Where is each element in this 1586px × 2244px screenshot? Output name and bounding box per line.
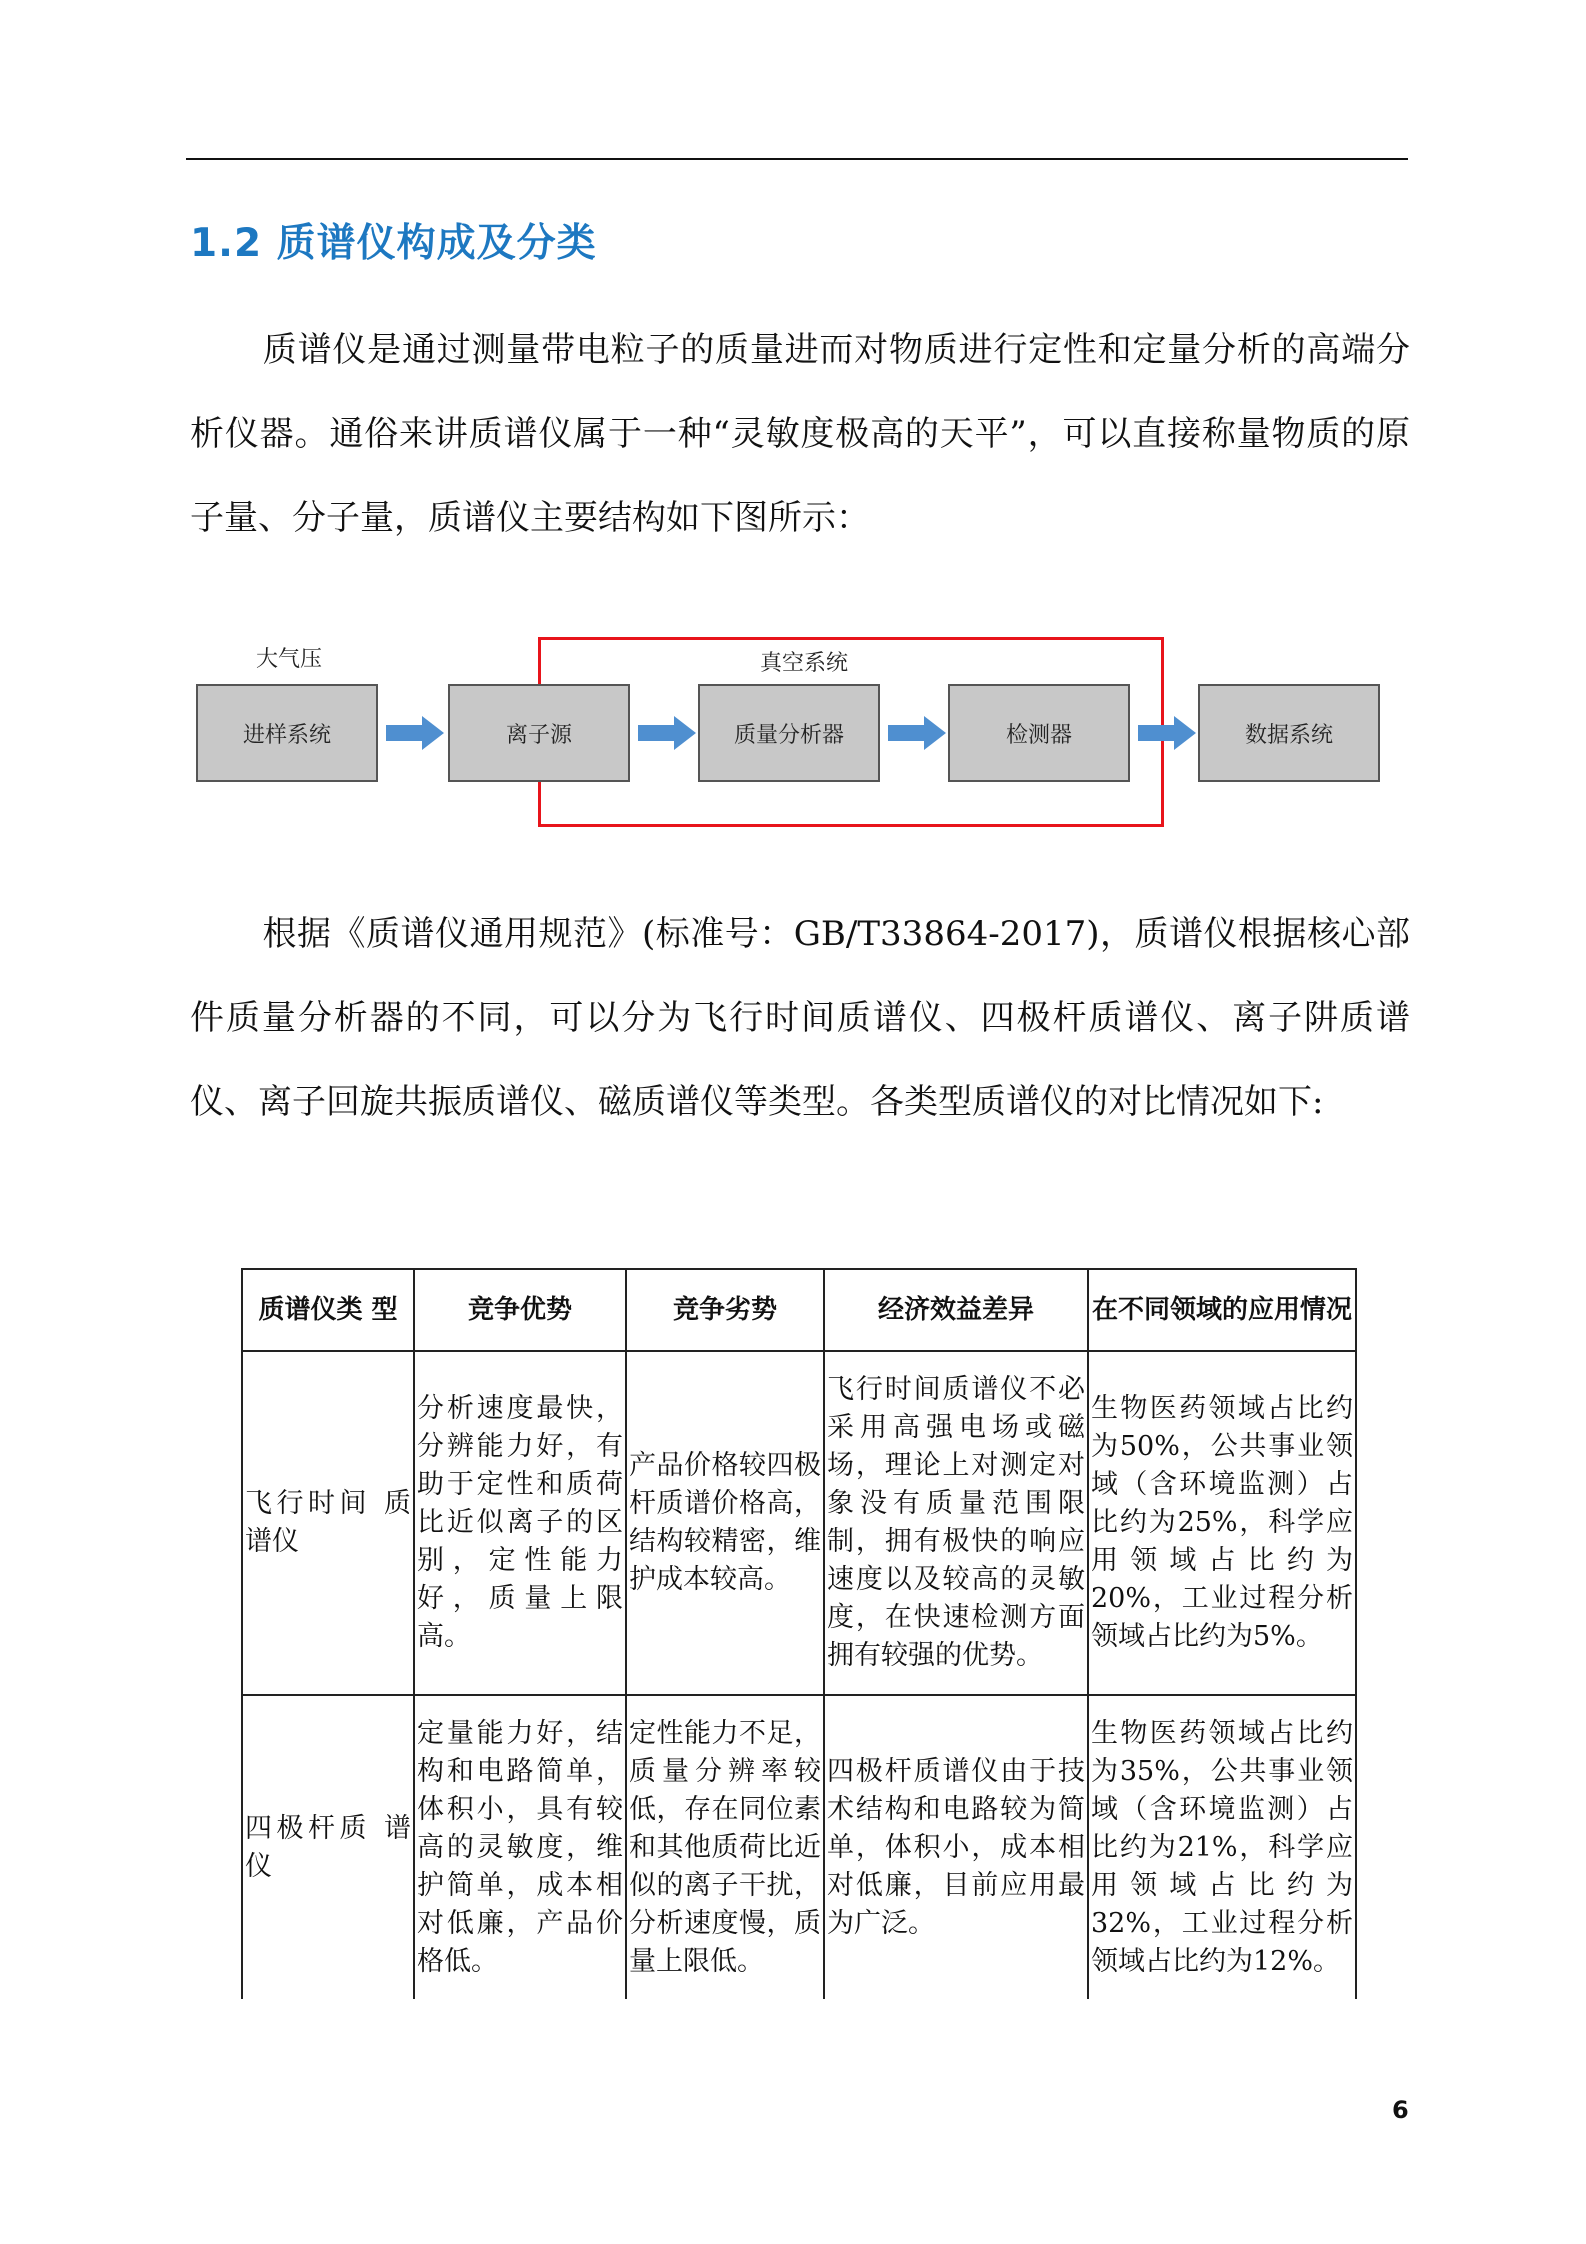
- intro-paragraph-text: 质谱仪是通过测量带电粒子的质量进而对物质进行定性和定量分析的高端分析仪器。通俗来讲质谱仪属于一种“灵敏度极高的天平”，可以直接称量物质的原子量、分子量，质谱仪主要结构如下图所示：: [190, 330, 1410, 538]
- table-header-row: [242, 1269, 1356, 1351]
- table-header-cell: 经济效益差异: [824, 1269, 1088, 1351]
- table-cell-advantage: 定量能力好，结构和电路简单，体积小，具有较高的灵敏度，维护简单，成本相对低廉，产品价格低。: [414, 1695, 626, 1999]
- table-cell-type: 四极杆质 谱仪: [242, 1695, 414, 1999]
- vacuum-system-label: 真空系统: [760, 651, 849, 676]
- header-rule: [186, 158, 1408, 160]
- classification-paragraph: [190, 892, 1410, 1144]
- table-header-cell: 竞争优势: [414, 1269, 626, 1351]
- intro-paragraph: [190, 308, 1410, 560]
- table-cell-advantage: 分析速度最快，分辨能力好，有助于定性和质荷比近似离子的区别，定性能力好，质量上限高。: [414, 1351, 626, 1695]
- table-header-cell: 竞争劣势: [626, 1269, 824, 1351]
- table-header-cell: 在不同领域的应用情况: [1088, 1269, 1356, 1351]
- diagram-box-data-system: 数据系统: [1198, 684, 1380, 782]
- flow-arrow-icon: [1138, 716, 1196, 750]
- section-heading: 1.2 质谱仪构成及分类: [190, 221, 597, 266]
- table-cell-disadvantage: 产品价格较四极杆质谱价格高，结构较精密，维护成本较高。: [626, 1351, 824, 1695]
- diagram-box-ion-source: 离子源: [448, 684, 630, 782]
- diagram-box-detector: 检测器: [948, 684, 1130, 782]
- table-row: [242, 1695, 1356, 1999]
- table-cell-disadvantage: 定性能力不足，质量分辨率较低，存在同位素和其他质荷比近似的离子干扰，分析速度慢，质量上限低。: [626, 1695, 824, 1999]
- table-cell-type: 飞行时间 质谱仪: [242, 1351, 414, 1695]
- diagram-box-sample-inlet: 进样系统: [196, 684, 378, 782]
- mass-spectrometer-structure-diagram: [196, 632, 1386, 832]
- page-number: 6: [1392, 2096, 1409, 2124]
- flow-arrow-icon: [386, 716, 444, 750]
- flow-arrow-icon: [888, 716, 946, 750]
- atmosphere-label: 大气压: [256, 647, 323, 672]
- table-header-cell: 质谱仪类 型: [242, 1269, 414, 1351]
- table-row: [242, 1351, 1356, 1695]
- table-cell-application: 生物医药领域占比约为50%，公共事业领域（含环境监测）占比约为25%，科学应用领域占比约为20%，工业过程分析领域占比约为5%。: [1088, 1351, 1356, 1695]
- diagram-box-mass-analyzer: 质量分析器: [698, 684, 880, 782]
- flow-arrow-icon: [638, 716, 696, 750]
- comparison-table: [241, 1268, 1357, 1999]
- classification-paragraph-text: 根据《质谱仪通用规范》(标准号：GB/T33864-2017)，质谱仪根据核心部件质量分析器的不同，可以分为飞行时间质谱仪、四极杆质谱仪、离子阱质谱仪、离子回旋共振质谱仪、磁质谱仪等类型。各类型质谱仪的对比情况如下:: [190, 914, 1410, 1122]
- table-cell-economic: 四极杆质谱仪由于技术结构和电路较为简单，体积小，成本相对低廉，目前应用最为广泛。: [824, 1695, 1088, 1999]
- table-cell-application: 生物医药领域占比约为35%，公共事业领域（含环境监测）占比约为21%，科学应用领域占比约为32%，工业过程分析领域占比约为12%。: [1088, 1695, 1356, 1999]
- table-cell-economic: 飞行时间质谱仪不必采用高强电场或磁场，理论上对测定对象没有质量范围限制，拥有极快的响应速度以及较高的灵敏度，在快速检测方面拥有较强的优势。: [824, 1351, 1088, 1695]
